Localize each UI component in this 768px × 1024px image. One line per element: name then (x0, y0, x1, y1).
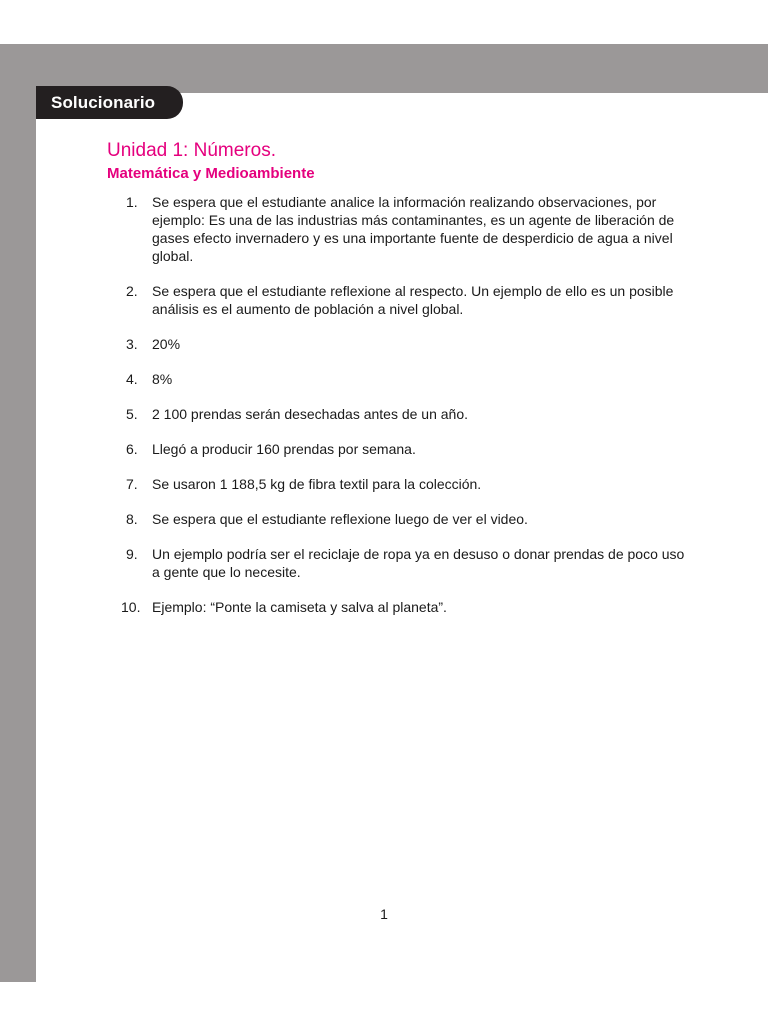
answer-text: Se espera que el estudiante reflexione luego de ver el video. (152, 511, 528, 527)
answer-number: 4. (126, 371, 138, 387)
answer-number: 8. (126, 511, 138, 527)
answer-text: Ejemplo: “Ponte la camiseta y salva al planeta”. (152, 599, 447, 615)
answer-number: 1. (126, 194, 138, 210)
answer-number: 5. (126, 406, 138, 422)
answer-number: 10. (121, 599, 141, 615)
answer-item (126, 405, 686, 423)
answer-text: Un ejemplo podría ser el reciclaje de ropa ya en desuso o donar prendas de poco uso a gente que lo necesite. (152, 546, 685, 580)
section-title: Matemática y Medioambiente (107, 165, 315, 182)
answer-item (121, 598, 686, 616)
answer-text: 2 100 prendas serán desechadas antes de un año. (152, 406, 469, 422)
page-number: 1 (380, 906, 388, 922)
answer-text: 20% (152, 336, 181, 352)
answer-text: 8% (152, 371, 173, 387)
answer-text: Se usaron 1 188,5 kg de fibra textil para la colección. (152, 476, 482, 492)
left-frame-bar (0, 44, 36, 982)
answer-number: 2. (126, 283, 138, 299)
answer-number: 7. (126, 476, 138, 492)
answer-item (126, 545, 686, 581)
answer-item (126, 193, 686, 265)
answer-text: Llegó a producir 160 prendas por semana. (152, 441, 416, 457)
answer-item (126, 335, 686, 353)
solucionario-tab: Solucionario (36, 86, 183, 119)
answer-item (126, 475, 686, 493)
answer-number: 9. (126, 546, 138, 562)
answer-number: 3. (126, 336, 138, 352)
answer-item (126, 510, 686, 528)
answer-item (126, 282, 686, 318)
answer-text: Se espera que el estudiante reflexione al respecto. Un ejemplo de ello es un posible análisis es el aumento de población a nivel global. (152, 283, 674, 317)
answer-number: 6. (126, 441, 138, 457)
unit-title: Unidad 1: Números. (107, 140, 276, 161)
answer-item (126, 370, 686, 388)
answers-list (121, 193, 686, 633)
answer-item (126, 440, 686, 458)
answer-text: Se espera que el estudiante analice la información realizando observaciones, por ejemplo: Es una de las industrias más contaminantes, es un agente de liberación de gases efecto invernadero y es una importante fuente de desperdicio de agua a nivel global. (152, 194, 675, 264)
